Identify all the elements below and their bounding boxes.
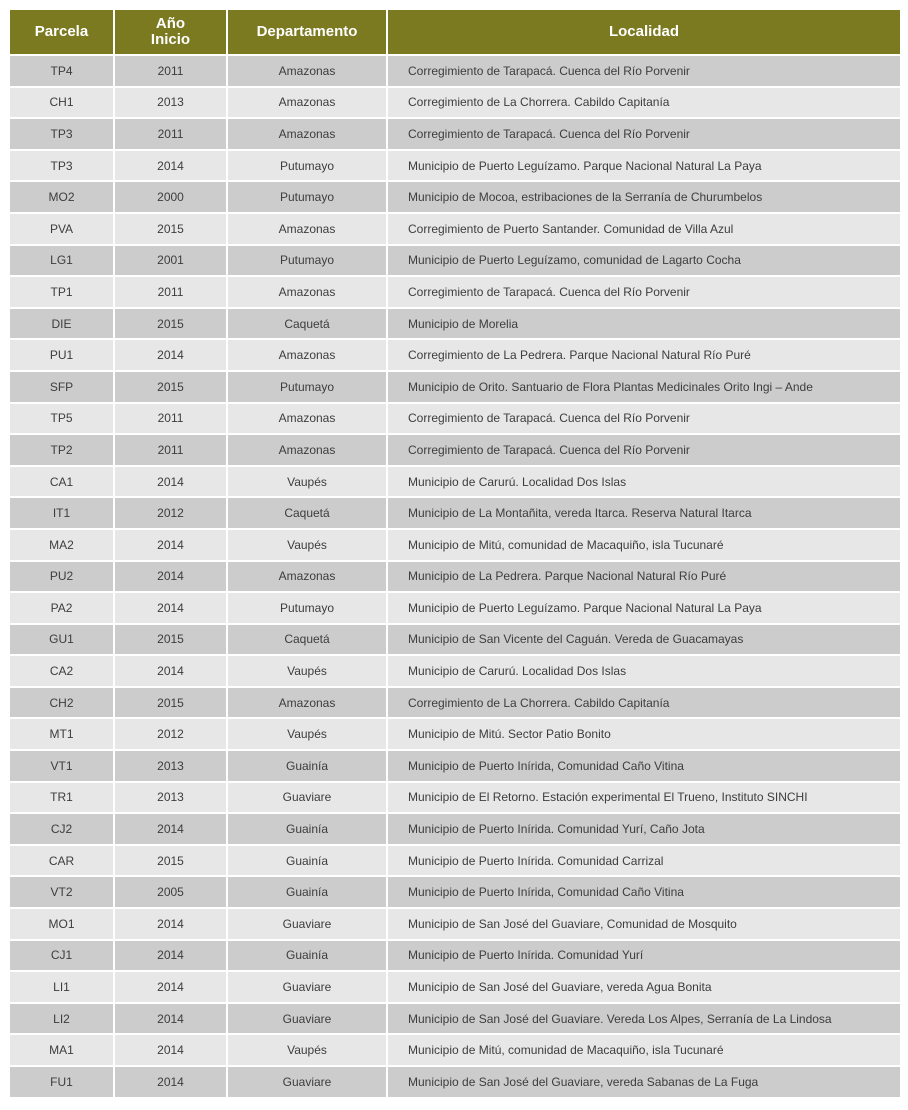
cell-departamento: Vaupés	[228, 656, 386, 686]
cell-anio-inicio: 2013	[115, 783, 226, 813]
cell-departamento: Amazonas	[228, 88, 386, 118]
cell-departamento: Putumayo	[228, 182, 386, 212]
header-anio-line2: Inicio	[150, 31, 191, 48]
cell-departamento: Putumayo	[228, 151, 386, 181]
cell-anio-inicio: 2014	[115, 467, 226, 497]
cell-anio-inicio: 2011	[115, 435, 226, 465]
cell-anio-inicio: 2015	[115, 214, 226, 244]
cell-localidad: Municipio de San José del Guaviare, vereda Agua Bonita	[388, 972, 900, 1002]
cell-localidad: Municipio de Puerto Leguízamo. Parque Nacional Natural La Paya	[388, 593, 900, 623]
cell-departamento: Guainía	[228, 751, 386, 781]
header-departamento: Departamento	[228, 10, 386, 54]
cell-localidad: Corregimiento de Tarapacá. Cuenca del Río Porvenir	[388, 435, 900, 465]
cell-parcela: PA2	[10, 593, 113, 623]
cell-localidad: Corregimiento de La Chorrera. Cabildo Capitanía	[388, 88, 900, 118]
cell-parcela: TP3	[10, 151, 113, 181]
cell-anio-inicio: 2014	[115, 1004, 226, 1034]
cell-parcela: TP4	[10, 56, 113, 86]
cell-anio-inicio: 2011	[115, 277, 226, 307]
cell-parcela: VT1	[10, 751, 113, 781]
cell-localidad: Municipio de La Pedrera. Parque Nacional Natural Río Puré	[388, 562, 900, 592]
cell-departamento: Amazonas	[228, 404, 386, 434]
cell-parcela: MT1	[10, 719, 113, 749]
header-anio-inicio	[115, 10, 226, 54]
table-row	[10, 119, 900, 149]
table-row	[10, 88, 900, 118]
table-row	[10, 277, 900, 307]
cell-anio-inicio: 2014	[115, 814, 226, 844]
table-body	[10, 56, 900, 1097]
plots-table	[8, 8, 902, 1099]
table-row	[10, 530, 900, 560]
cell-departamento: Guainía	[228, 941, 386, 971]
table-row	[10, 972, 900, 1002]
cell-anio-inicio: 2014	[115, 530, 226, 560]
table-row	[10, 56, 900, 86]
cell-localidad: Municipio de Mocoa, estribaciones de la Serranía de Churumbelos	[388, 182, 900, 212]
cell-localidad: Municipio de San José del Guaviare. Vereda Los Alpes, Serranía de La Lindosa	[388, 1004, 900, 1034]
table-row	[10, 877, 900, 907]
table-row	[10, 593, 900, 623]
cell-departamento: Vaupés	[228, 719, 386, 749]
cell-localidad: Municipio de Puerto Leguízamo, comunidad de Lagarto Cocha	[388, 246, 900, 276]
table-row	[10, 909, 900, 939]
cell-departamento: Amazonas	[228, 119, 386, 149]
cell-parcela: CA1	[10, 467, 113, 497]
cell-parcela: TR1	[10, 783, 113, 813]
cell-parcela: MA2	[10, 530, 113, 560]
table-row	[10, 151, 900, 181]
table-row	[10, 182, 900, 212]
cell-parcela: PU2	[10, 562, 113, 592]
cell-localidad: Municipio de El Retorno. Estación experimental El Trueno, Instituto SINCHI	[388, 783, 900, 813]
cell-departamento: Putumayo	[228, 246, 386, 276]
cell-parcela: CA2	[10, 656, 113, 686]
cell-localidad: Corregimiento de Tarapacá. Cuenca del Río Porvenir	[388, 404, 900, 434]
header-parcela: Parcela	[10, 10, 113, 54]
cell-departamento: Putumayo	[228, 593, 386, 623]
cell-departamento: Amazonas	[228, 214, 386, 244]
cell-parcela: PU1	[10, 340, 113, 370]
cell-parcela: GU1	[10, 625, 113, 655]
table-header-row	[10, 10, 900, 54]
cell-localidad: Municipio de Orito. Santuario de Flora Plantas Medicinales Orito Ingi – Ande	[388, 372, 900, 402]
cell-departamento: Amazonas	[228, 277, 386, 307]
cell-departamento: Amazonas	[228, 688, 386, 718]
cell-departamento: Guainía	[228, 846, 386, 876]
cell-departamento: Vaupés	[228, 530, 386, 560]
cell-localidad: Municipio de Puerto Inírida, Comunidad Caño Vitina	[388, 751, 900, 781]
table-row	[10, 309, 900, 339]
cell-localidad: Municipio de Mitú, comunidad de Macaquiño, isla Tucunaré	[388, 530, 900, 560]
cell-anio-inicio: 2012	[115, 719, 226, 749]
cell-parcela: CH1	[10, 88, 113, 118]
cell-parcela: TP3	[10, 119, 113, 149]
table-row	[10, 214, 900, 244]
cell-parcela: CAR	[10, 846, 113, 876]
cell-localidad: Corregimiento de Tarapacá. Cuenca del Río Porvenir	[388, 119, 900, 149]
cell-anio-inicio: 2014	[115, 1067, 226, 1097]
table-row	[10, 814, 900, 844]
cell-localidad: Municipio de Puerto Inírida, Comunidad Caño Vitina	[388, 877, 900, 907]
cell-anio-inicio: 2013	[115, 88, 226, 118]
table-row	[10, 656, 900, 686]
table-row	[10, 467, 900, 497]
cell-anio-inicio: 2014	[115, 562, 226, 592]
cell-localidad: Corregimiento de La Chorrera. Cabildo Capitanía	[388, 688, 900, 718]
cell-localidad: Municipio de Puerto Inírida. Comunidad Yurí	[388, 941, 900, 971]
cell-departamento: Amazonas	[228, 435, 386, 465]
cell-anio-inicio: 2013	[115, 751, 226, 781]
header-localidad: Localidad	[388, 10, 900, 54]
cell-anio-inicio: 2005	[115, 877, 226, 907]
cell-localidad: Corregimiento de Tarapacá. Cuenca del Río Porvenir	[388, 56, 900, 86]
cell-localidad: Corregimiento de Puerto Santander. Comunidad de Villa Azul	[388, 214, 900, 244]
cell-anio-inicio: 2014	[115, 656, 226, 686]
table-row	[10, 1004, 900, 1034]
cell-parcela: LI1	[10, 972, 113, 1002]
cell-departamento: Vaupés	[228, 467, 386, 497]
cell-anio-inicio: 2014	[115, 909, 226, 939]
cell-departamento: Caquetá	[228, 309, 386, 339]
cell-departamento: Guaviare	[228, 1004, 386, 1034]
cell-parcela: CH2	[10, 688, 113, 718]
cell-departamento: Putumayo	[228, 372, 386, 402]
cell-anio-inicio: 2014	[115, 340, 226, 370]
table-row	[10, 1035, 900, 1065]
cell-localidad: Municipio de Carurú. Localidad Dos Islas	[388, 467, 900, 497]
cell-departamento: Vaupés	[228, 1035, 386, 1065]
cell-parcela: MA1	[10, 1035, 113, 1065]
cell-localidad: Municipio de Mitú, comunidad de Macaquiño, isla Tucunaré	[388, 1035, 900, 1065]
cell-parcela: TP1	[10, 277, 113, 307]
cell-localidad: Municipio de Puerto Inírida. Comunidad Carrizal	[388, 846, 900, 876]
cell-localidad: Municipio de Puerto Inírida. Comunidad Yurí, Caño Jota	[388, 814, 900, 844]
table-row	[10, 404, 900, 434]
cell-departamento: Amazonas	[228, 562, 386, 592]
cell-parcela: LI2	[10, 1004, 113, 1034]
cell-parcela: IT1	[10, 498, 113, 528]
cell-anio-inicio: 2012	[115, 498, 226, 528]
cell-parcela: TP5	[10, 404, 113, 434]
cell-parcela: DIE	[10, 309, 113, 339]
table-row	[10, 941, 900, 971]
cell-anio-inicio: 2014	[115, 593, 226, 623]
cell-localidad: Municipio de Puerto Leguízamo. Parque Nacional Natural La Paya	[388, 151, 900, 181]
cell-anio-inicio: 2000	[115, 182, 226, 212]
cell-localidad: Municipio de La Montañita, vereda Itarca. Reserva Natural Itarca	[388, 498, 900, 528]
cell-localidad: Municipio de Carurú. Localidad Dos Islas	[388, 656, 900, 686]
table-row	[10, 340, 900, 370]
cell-anio-inicio: 2015	[115, 846, 226, 876]
cell-localidad: Municipio de San José del Guaviare, vereda Sabanas de La Fuga	[388, 1067, 900, 1097]
plots-table-container	[10, 10, 898, 1099]
cell-parcela: CJ2	[10, 814, 113, 844]
cell-anio-inicio: 2015	[115, 372, 226, 402]
table-row	[10, 435, 900, 465]
cell-anio-inicio: 2011	[115, 56, 226, 86]
cell-localidad: Corregimiento de Tarapacá. Cuenca del Río Porvenir	[388, 277, 900, 307]
cell-departamento: Guainía	[228, 877, 386, 907]
cell-parcela: VT2	[10, 877, 113, 907]
cell-parcela: MO2	[10, 182, 113, 212]
cell-parcela: LG1	[10, 246, 113, 276]
cell-departamento: Guaviare	[228, 783, 386, 813]
table-row	[10, 688, 900, 718]
cell-localidad: Municipio de Morelia	[388, 309, 900, 339]
cell-departamento: Guaviare	[228, 972, 386, 1002]
cell-departamento: Guaviare	[228, 909, 386, 939]
cell-anio-inicio: 2015	[115, 309, 226, 339]
cell-parcela: SFP	[10, 372, 113, 402]
table-row	[10, 1067, 900, 1097]
cell-localidad: Municipio de Mitú. Sector Patio Bonito	[388, 719, 900, 749]
cell-localidad: Municipio de San Vicente del Caguán. Vereda de Guacamayas	[388, 625, 900, 655]
cell-localidad: Corregimiento de La Pedrera. Parque Nacional Natural Río Puré	[388, 340, 900, 370]
table-row	[10, 846, 900, 876]
table-row	[10, 751, 900, 781]
cell-anio-inicio: 2014	[115, 941, 226, 971]
cell-anio-inicio: 2014	[115, 1035, 226, 1065]
cell-anio-inicio: 2011	[115, 119, 226, 149]
table-row	[10, 719, 900, 749]
table-row	[10, 783, 900, 813]
cell-localidad: Municipio de San José del Guaviare, Comunidad de Mosquito	[388, 909, 900, 939]
cell-departamento: Guaviare	[228, 1067, 386, 1097]
cell-anio-inicio: 2001	[115, 246, 226, 276]
cell-parcela: PVA	[10, 214, 113, 244]
table-row	[10, 562, 900, 592]
cell-anio-inicio: 2014	[115, 972, 226, 1002]
cell-parcela: TP2	[10, 435, 113, 465]
cell-anio-inicio: 2015	[115, 688, 226, 718]
cell-departamento: Caquetá	[228, 625, 386, 655]
table-row	[10, 372, 900, 402]
cell-departamento: Guainía	[228, 814, 386, 844]
header-anio-line1: Año	[155, 15, 186, 32]
cell-parcela: CJ1	[10, 941, 113, 971]
cell-anio-inicio: 2015	[115, 625, 226, 655]
cell-parcela: FU1	[10, 1067, 113, 1097]
cell-parcela: MO1	[10, 909, 113, 939]
cell-departamento: Caquetá	[228, 498, 386, 528]
cell-departamento: Amazonas	[228, 340, 386, 370]
cell-anio-inicio: 2014	[115, 151, 226, 181]
table-row	[10, 625, 900, 655]
cell-anio-inicio: 2011	[115, 404, 226, 434]
table-row	[10, 498, 900, 528]
table-row	[10, 246, 900, 276]
cell-departamento: Amazonas	[228, 56, 386, 86]
